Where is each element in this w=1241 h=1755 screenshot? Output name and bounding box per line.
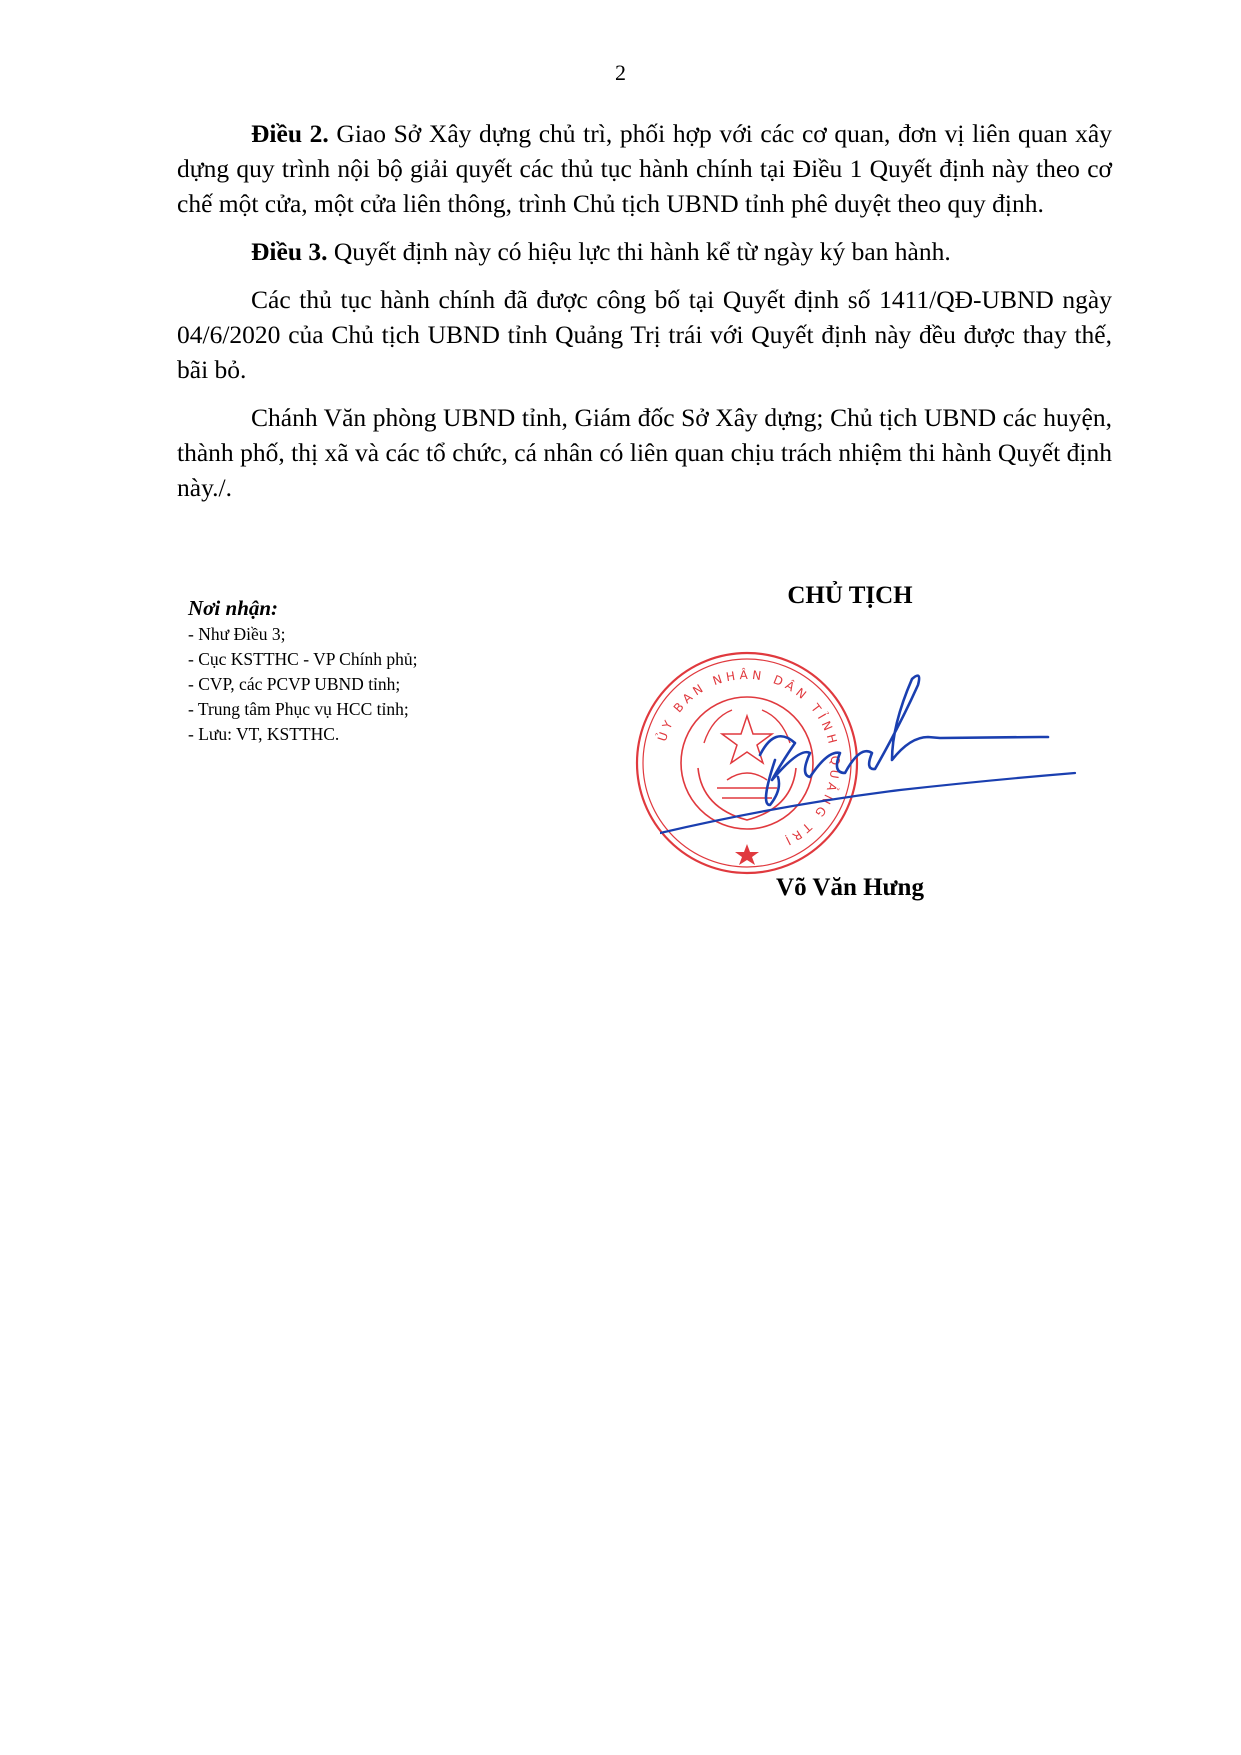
recipients-list [188, 622, 548, 747]
recipient-item: - Lưu: VT, KSTTHC. [188, 724, 340, 744]
signature [660, 665, 1080, 845]
paragraph-responsibility: Chánh Văn phòng UBND tỉnh, Giám đốc Sở Xây dựng; Chủ tịch UBND các huyện, thành phố, thị xã và các tổ chức, cá nhân có liên quan chịu trách nhiệm thi hành Quyết định này./. [177, 403, 1112, 502]
page-number: 2 [615, 60, 626, 85]
document-body [177, 116, 1112, 518]
article-2-label: Điều 2. [251, 119, 329, 148]
seal-lettering: ỦY BAN NHÂN DÂN TỈNH QUẢNG TRỊ [654, 667, 843, 850]
recipient-item: - Như Điều 3; [188, 624, 286, 644]
article-2-text: Giao Sở Xây dựng chủ trì, phối hợp với các cơ quan, đơn vị liên quan xây dựng quy trình nội bộ giải quyết các thủ tục hành chính tại Điều 1 Quyết định này theo cơ chế một cửa, một cửa liên thông, trình Chủ tịch UBND tỉnh phê duyệt theo quy định. [177, 119, 1112, 218]
seal-bottom-star-icon [735, 844, 759, 865]
recipient-item: - Cục KSTTHC - VP Chính phủ; [188, 649, 418, 669]
article-3-label: Điều 3. [251, 237, 328, 266]
recipient-item: - Trung tâm Phục vụ HCC tỉnh; [188, 699, 409, 719]
paragraph-replacement: Các thủ tục hành chính đã được công bố tại Quyết định số 1411/QĐ-UBND ngày 04/6/2020 của Chủ tịch UBND tỉnh Quảng Trị trái với Quyết định này đều được thay thế, bãi bỏ. [177, 285, 1112, 384]
recipients-block [188, 595, 548, 747]
recipient-item: - CVP, các PCVP UBND tỉnh; [188, 674, 401, 694]
article-2 [177, 116, 1112, 221]
signer-name: Võ Văn Hưng [776, 874, 924, 901]
article-3 [177, 234, 1112, 269]
article-3-text: Quyết định này có hiệu lực thi hành kể từ ngày ký ban hành. [327, 237, 951, 266]
recipients-heading: Nơi nhận: [188, 596, 279, 620]
signer-title: CHỦ TỊCH [787, 582, 913, 609]
